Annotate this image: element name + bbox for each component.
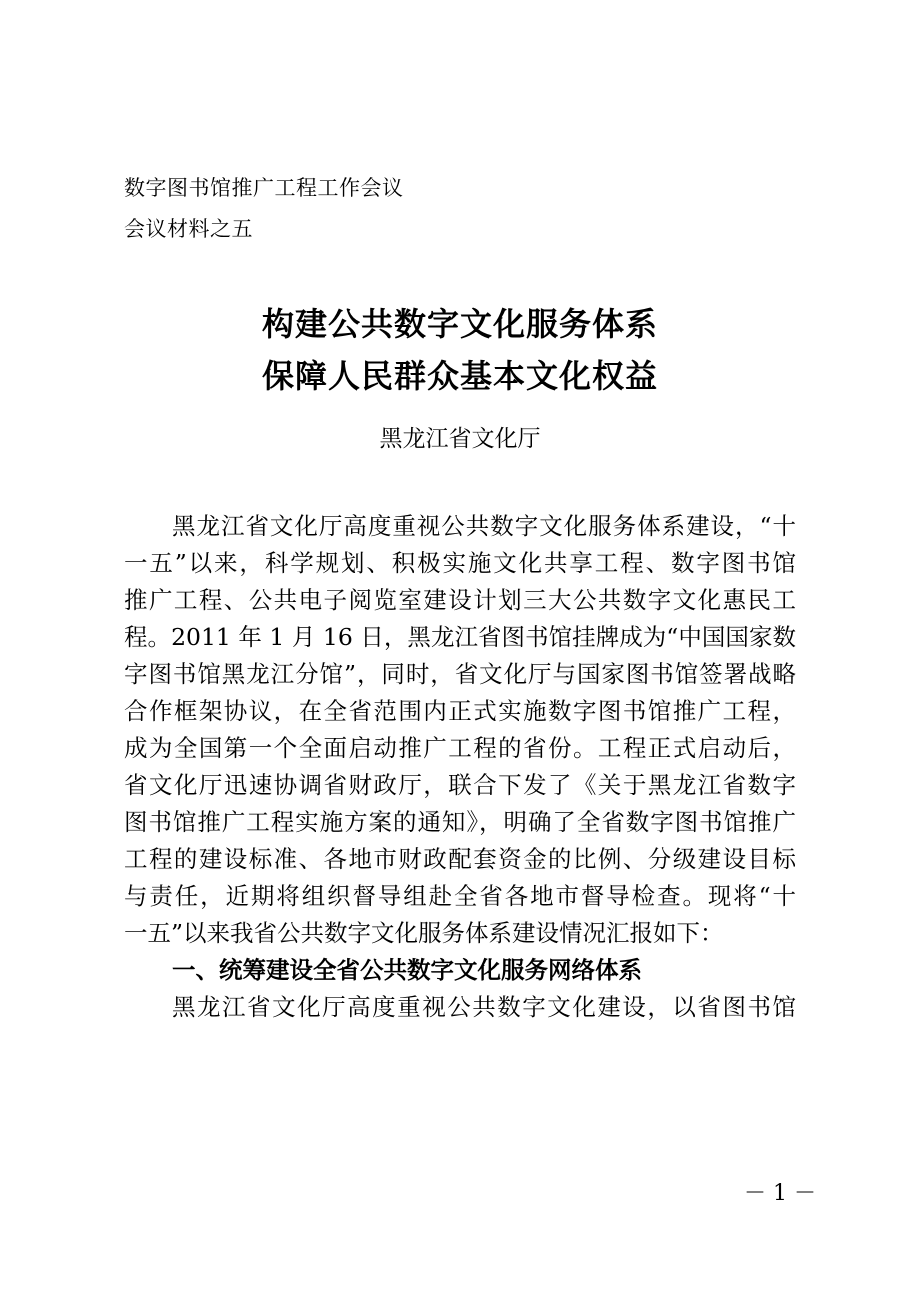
body-line: 合作框架协议，在全省范围内正式实施数字图书馆推广工程， xyxy=(124,697,796,725)
body-text xyxy=(124,508,796,1026)
section-heading: 一、统筹建设全省公共数字文化服务网络体系 xyxy=(172,956,642,984)
body-line: 成为全国第一个全面启动推广工程的省份。工程正式启动后， xyxy=(124,734,796,762)
title-line-2: 保障人民群众基本文化权益 xyxy=(261,357,658,395)
body-line: 黑龙江省文化厅高度重视公共数字文化服务体系建设，“十 xyxy=(172,512,796,540)
material-label: 会议材料之五 xyxy=(124,217,253,241)
body-line: 一五”以来，科学规划、积极实施文化共享工程、数字图书馆 xyxy=(124,549,796,577)
conference-name: 数字图书馆推广工程工作会议 xyxy=(124,176,404,200)
body-line: 省文化厅迅速协调省财政厅，联合下发了《关于黑龙江省数字 xyxy=(124,771,796,799)
body-line: 推广工程、公共电子阅览室建设计划三大公共数字文化惠民工 xyxy=(124,586,796,614)
body-line: 与责任，近期将组织督导组赴全省各地市督导检查。现将“十 xyxy=(124,882,796,910)
section-first-line: 黑龙江省文化厅高度重视公共数字文化建设，以省图书馆 xyxy=(172,993,796,1021)
body-line: 工程的建设标准、各地市财政配套资金的比例、分级建设目标 xyxy=(124,845,796,873)
author: 黑龙江省文化厅 xyxy=(379,426,541,452)
body-line: 图书馆推广工程实施方案的通知》，明确了全省数字图书馆推广 xyxy=(124,808,796,836)
body-line: 一五”以来我省公共数字文化服务体系建设情况汇报如下： xyxy=(124,919,724,947)
title-line-1: 构建公共数字文化服务体系 xyxy=(261,305,658,343)
page-number: － 1 － xyxy=(744,1181,816,1206)
body-line: 程。2011 年 1 月 16 日，黑龙江省图书馆挂牌成为“中国国家数 xyxy=(124,623,796,651)
document-title xyxy=(0,298,920,402)
body-line: 字图书馆黑龙江分馆”，同时，省文化厅与国家图书馆签署战略 xyxy=(124,660,796,688)
